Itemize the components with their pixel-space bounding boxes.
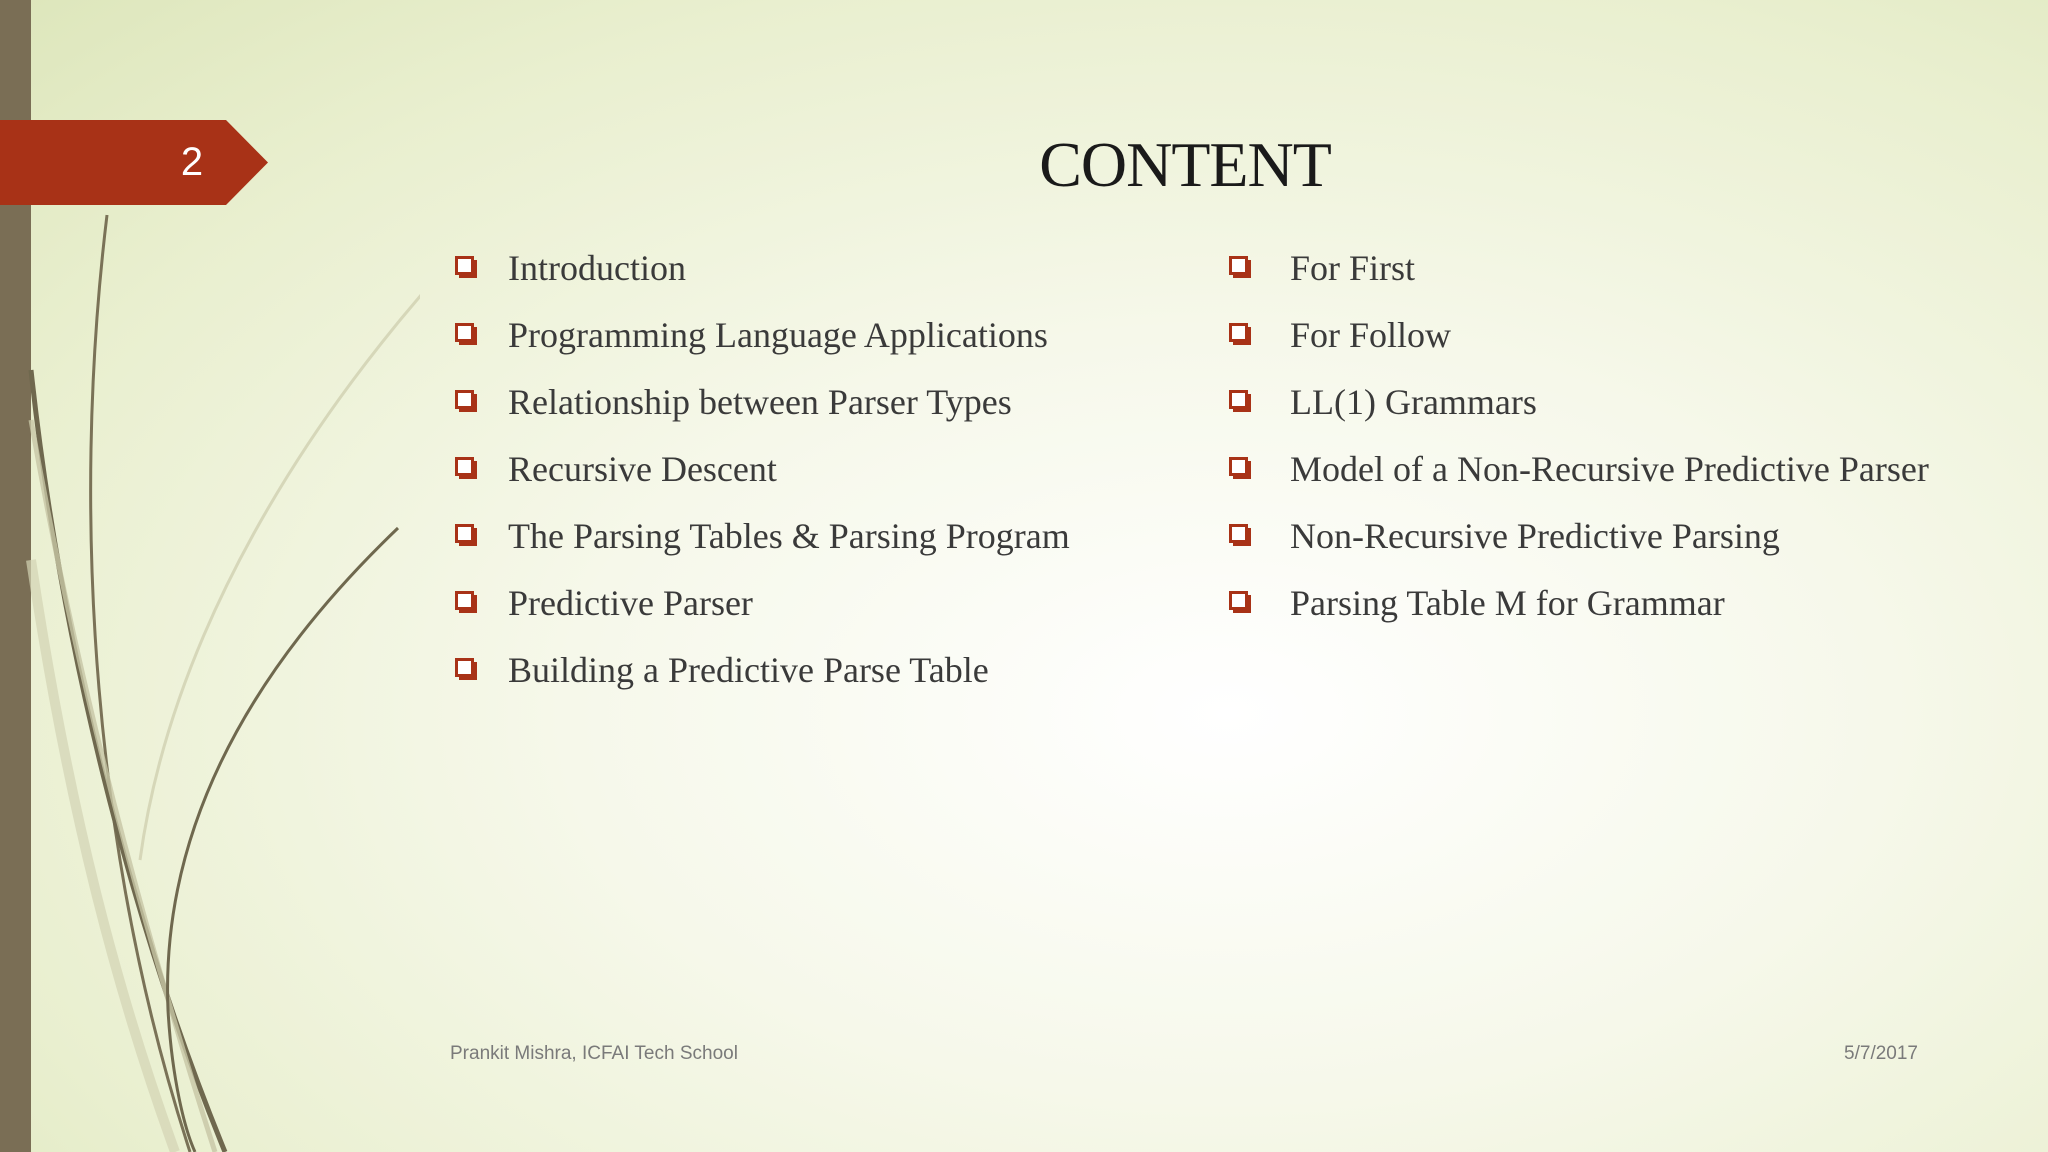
bullet-item [1224, 312, 1984, 358]
bullet-item [1224, 379, 1984, 425]
bullet-text: Non-Recursive Predictive Parsing [1290, 516, 1780, 556]
bullet-text: Introduction [508, 248, 686, 288]
bullet-item [1224, 245, 1984, 291]
bullet-item [1224, 513, 1984, 559]
bullet-text: The Parsing Tables & Parsing Program [508, 516, 1070, 556]
square-checkbox-icon [1228, 255, 1252, 279]
square-checkbox-icon [1228, 456, 1252, 480]
bullet-item [450, 513, 1170, 559]
bullet-text: For Follow [1290, 315, 1452, 355]
bullet-text: Building a Predictive Parse Table [508, 650, 989, 690]
bullet-item [450, 446, 1170, 492]
bullet-text: Recursive Descent [508, 449, 777, 489]
square-checkbox-icon [454, 389, 478, 413]
bullet-item [450, 647, 1170, 693]
bullet-text: Model of a Non-Recursive Predictive Parser [1290, 449, 1929, 489]
footer-author: Prankit Mishra, ICFAI Tech School [450, 1043, 738, 1064]
right-bullet-list [1224, 245, 1984, 647]
slide-title: CONTENT [1039, 129, 1331, 200]
bullet-text: LL(1) Grammars [1290, 382, 1537, 422]
bullet-item [1224, 580, 1984, 626]
bullet-text: Parsing Table M for Grammar [1290, 583, 1725, 623]
square-checkbox-icon [454, 322, 478, 346]
slide-number-tab [0, 120, 268, 205]
square-checkbox-icon [454, 523, 478, 547]
slide-number: 2 [180, 140, 204, 184]
bullet-item [450, 580, 1170, 626]
left-bullet-list [450, 245, 1170, 714]
square-checkbox-icon [454, 255, 478, 279]
bullet-text: For First [1290, 248, 1416, 288]
bullet-text: Programming Language Applications [508, 315, 1048, 355]
footer-date: 5/7/2017 [1844, 1043, 1918, 1064]
bullet-item [1224, 446, 1984, 492]
bullet-text: Predictive Parser [508, 583, 753, 623]
bullet-item [450, 379, 1170, 425]
bullet-text: Relationship between Parser Types [508, 382, 1012, 422]
square-checkbox-icon [454, 590, 478, 614]
square-checkbox-icon [1228, 523, 1252, 547]
square-checkbox-icon [1228, 389, 1252, 413]
square-checkbox-icon [454, 456, 478, 480]
square-checkbox-icon [1228, 322, 1252, 346]
tab-shape [0, 120, 268, 205]
bullet-item [450, 245, 1170, 291]
square-checkbox-icon [1228, 590, 1252, 614]
square-checkbox-icon [454, 657, 478, 681]
bullet-item [450, 312, 1170, 358]
